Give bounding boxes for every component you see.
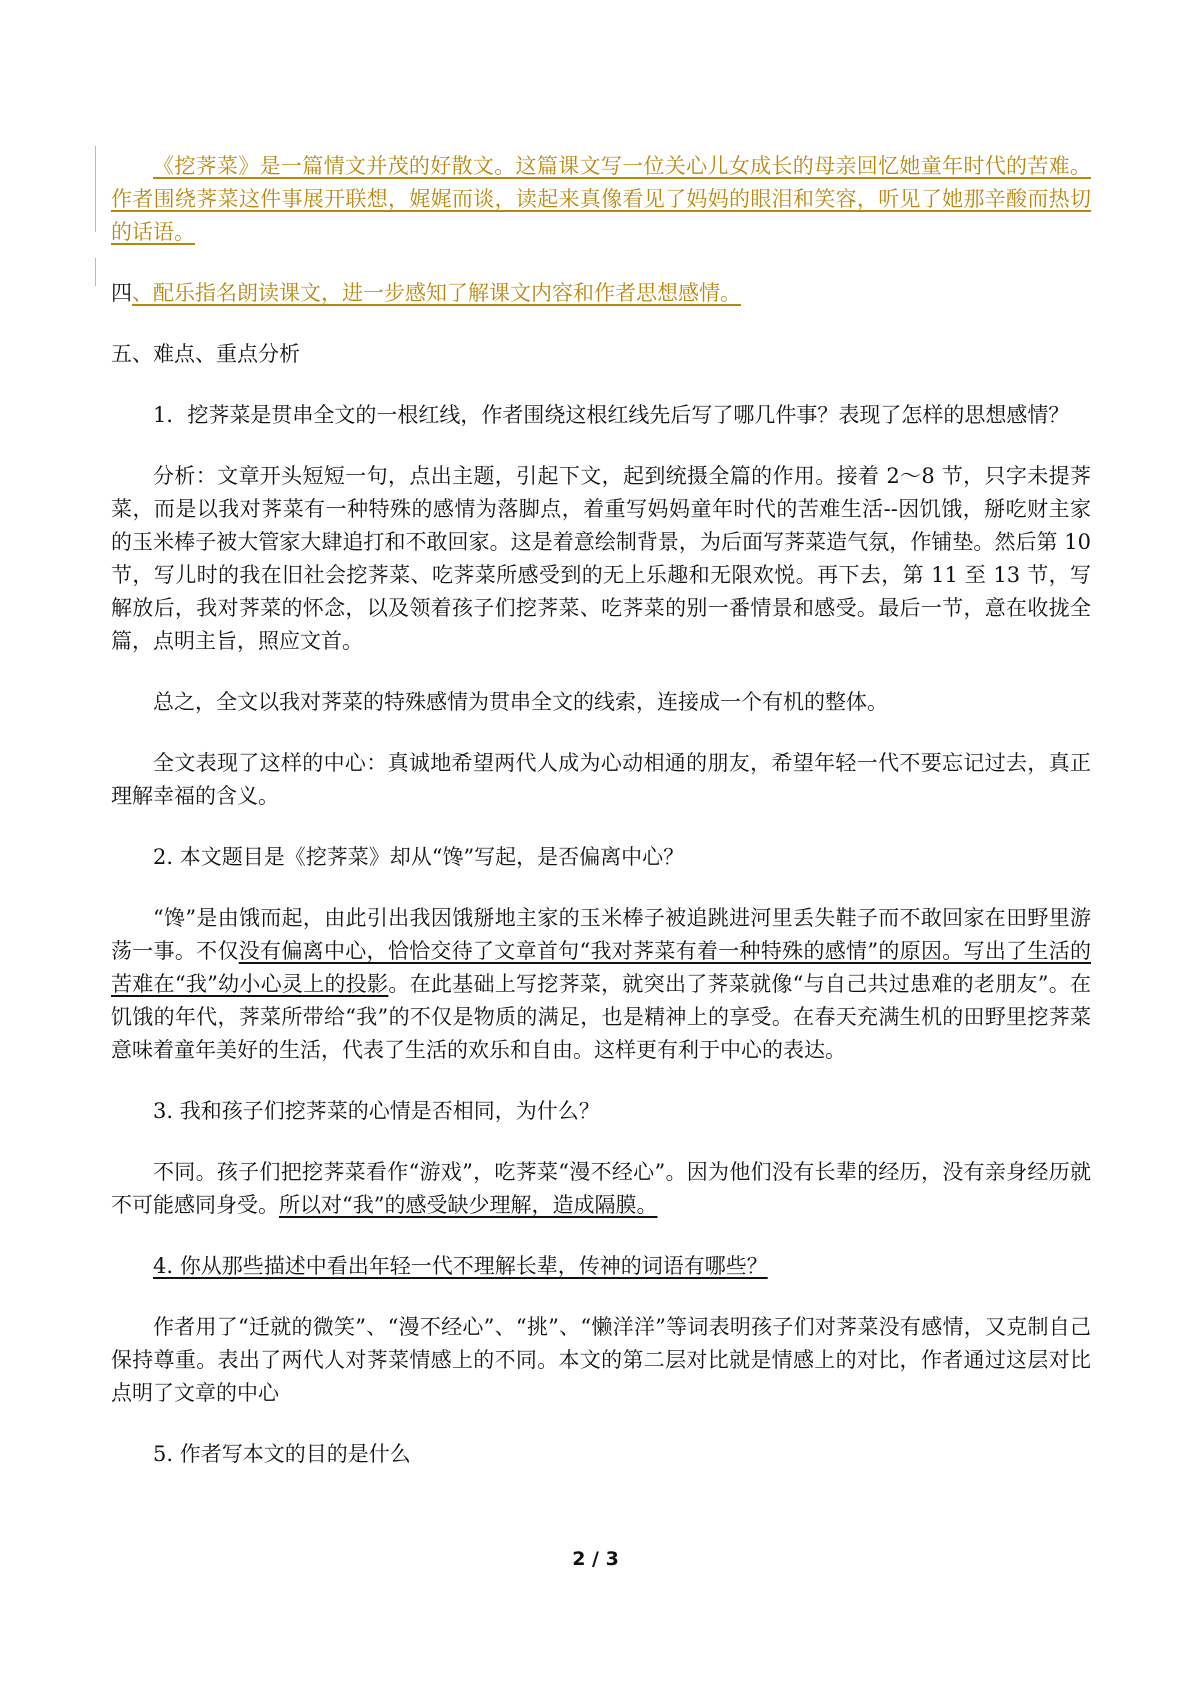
question-4-text: 4. 你从那些描述中看出年轻一代不理解长辈，传神的词语有哪些？ bbox=[153, 1254, 768, 1278]
question-1: 1．挖荠菜是贯串全文的一根红线，作者围绕这根红线先后写了哪几件事？表现了怎样的思想感情？ bbox=[153, 403, 1070, 427]
answer-1-theme: 全文表现了这样的中心：真诚地希望两代人成为心动相通的朋友，希望年轻一代不要忘记过去，真正理解幸福的含义。 bbox=[111, 751, 1091, 808]
page-number: 2 / 3 bbox=[572, 1548, 619, 1570]
answer-3 bbox=[111, 1156, 1091, 1222]
revision-bar bbox=[95, 258, 96, 286]
answer-2-part-1: “馋”是由饿而起，由此引出我因饿掰地主家的玉米棒子被追跳进河里丢失鞋子而不敢回家在田野里游荡一事。不仅 bbox=[111, 906, 1091, 963]
answer-4: 作者用了“迁就的微笑”、“漫不经心”、“挑”、“懒洋洋”等词表明孩子们对荠菜没有感情，又克制自己保持尊重。表出了两代人对荠菜情感上的不同。本文的第二层对比就是情感上的对比，作者通过这层对比点明了文章的中心 bbox=[111, 1315, 1091, 1405]
question-3: 3. 我和孩子们挖荠菜的心情是否相同，为什么？ bbox=[153, 1099, 600, 1123]
document-body bbox=[111, 150, 1091, 1499]
answer-3-part-1: 不同。孩子们把挖荠菜看作“游戏”，吃荠菜“漫不经心”。因为他们没有长辈的经历，没有亲身经历就不可能感同身受。 bbox=[111, 1160, 1091, 1217]
question-5: 5. 作者写本文的目的是什么 bbox=[153, 1442, 411, 1466]
answer-2-underlined: 没有偏离中心，恰恰交待了文章首句“我对荠菜有着一种特殊的感情”的原因。写出了生活的苦难在“我”幼小心灵上的投影 bbox=[111, 939, 1092, 996]
section-four-number: 四 bbox=[111, 281, 132, 305]
answer-1-analysis: 分析：文章开头短短一句，点出主题，引起下文，起到统摄全篇的作用。接着 2～8 节，只字未提荠菜，而是以我对荠菜有一种特殊的感情为落脚点，着重写妈妈童年时代的苦难生活--因饥饿，掰吃财主家的玉米棒子被大管家大肆追打和不敢回家。这是着意绘制背景，为后面写荠菜造气氛，作铺垫。然后第 10 节，写儿时的我在旧社会挖荠菜、吃荠菜所感受到的无上乐趣和无限欢悦。再下去，第 11 至 13 节，写解放后，我对荠菜的怀念，以及领着孩子们挖荠菜、吃荠菜的别一番情景和感受。最后一节，意在收拢全篇，点明主旨，照应文首。 bbox=[111, 464, 1091, 653]
answer-1-summary: 总之，全文以我对荠菜的特殊感情为贯串全文的线索，连接成一个有机的整体。 bbox=[153, 690, 888, 714]
section-four-text: 、配乐指名朗读课文，进一步感知了解课文内容和作者思想感情。 bbox=[132, 281, 741, 305]
section-four-heading bbox=[111, 277, 1091, 310]
answer-3-underlined: 所以对“我”的感受缺少理解，造成隔膜。 bbox=[279, 1193, 658, 1217]
question-4 bbox=[111, 1250, 1091, 1283]
answer-2-part-3: 。在此基础上写挖荠菜，就突出了荠菜就像“与自己共过患难的老朋友”。在饥饿的年代，荠菜所带给“我”的不仅是物质的满足，也是精神上的享受。在春天充满生机的田野里挖荠菜意味着童年美好的生活，代表了生活的欢乐和自由。这样更有利于中心的表达。 bbox=[111, 972, 1091, 1062]
question-2: 2. 本文题目是《挖荠菜》却从“馋”写起，是否偏离中心？ bbox=[153, 845, 685, 869]
answer-2 bbox=[111, 902, 1091, 1067]
intro-paragraph: 《挖荠菜》是一篇情文并茂的好散文。这篇课文写一位关心儿女成长的母亲回忆她童年时代的苦难。作者围绕荠菜这件事展开联想，娓娓而谈，读起来真像看见了妈妈的眼泪和笑容，听见了她那辛酸而热切的话语。 bbox=[111, 154, 1091, 244]
revision-bar bbox=[95, 146, 96, 232]
section-five-heading: 五、难点、重点分析 bbox=[111, 342, 300, 366]
